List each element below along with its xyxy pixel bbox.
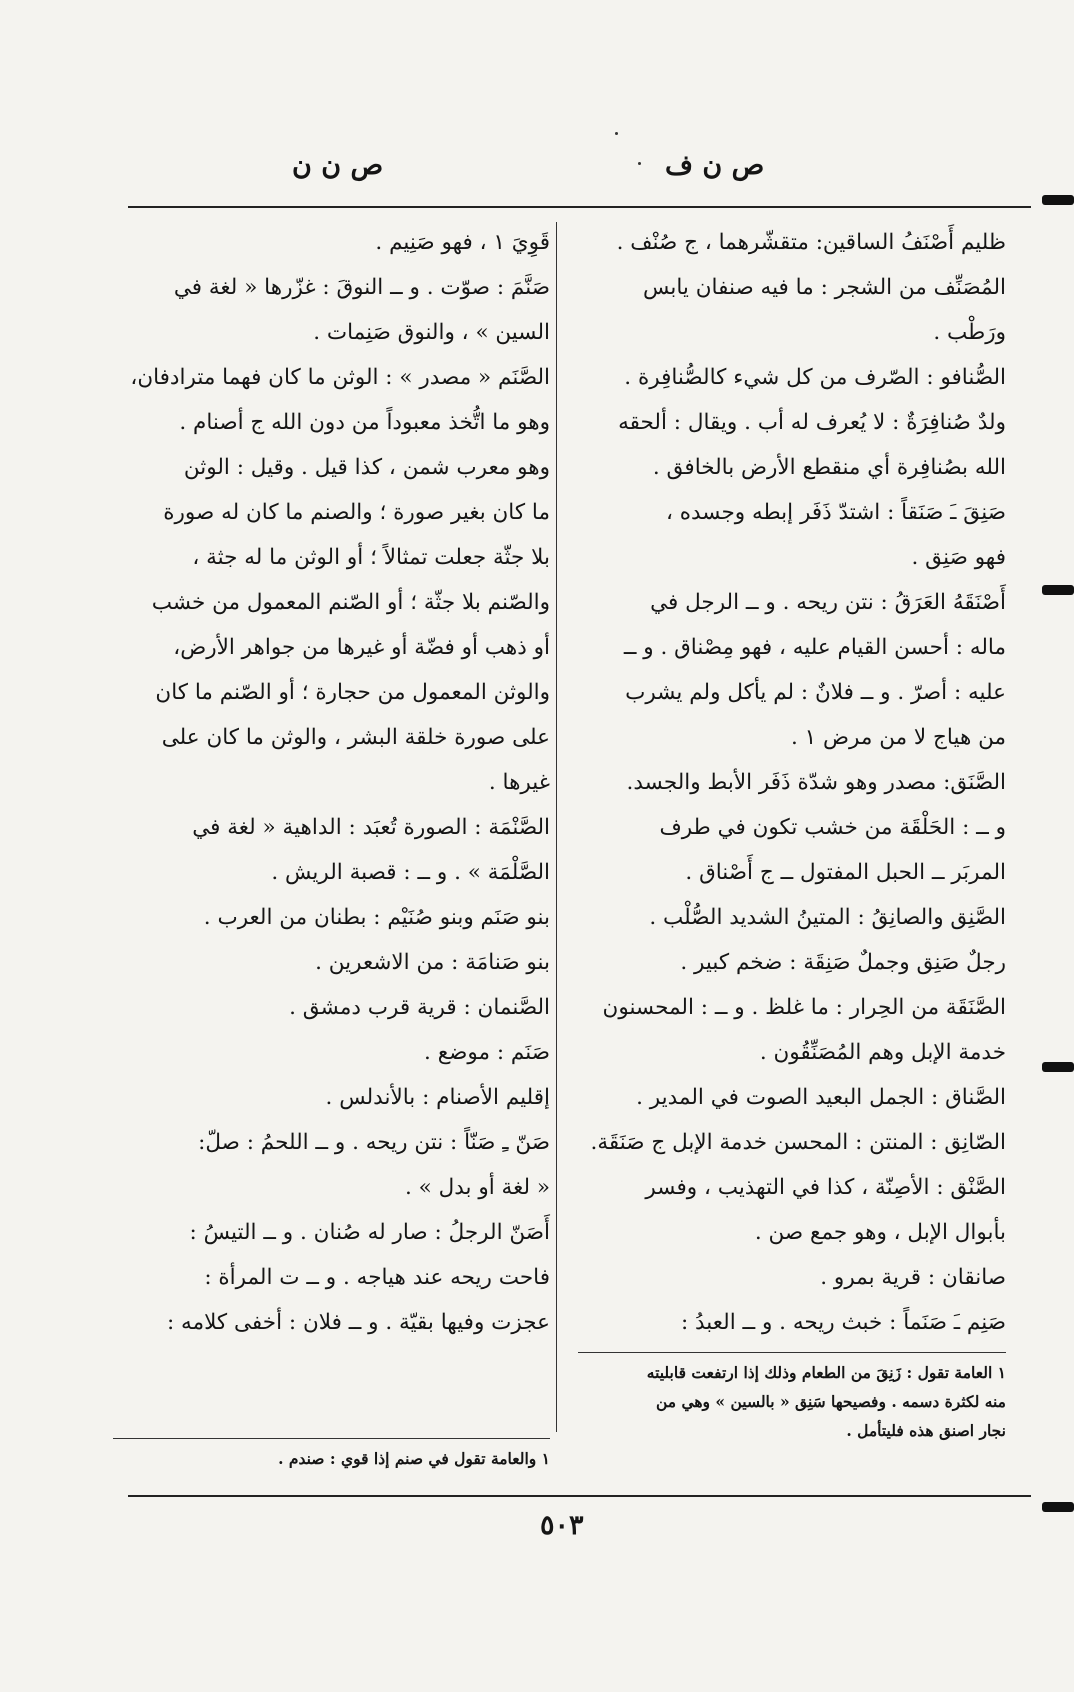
left-header-root: ص ن ن: [292, 150, 384, 181]
entry-line: الصَّنِق والصانِقُ : المتينُ الشديد الصُّلْب .: [649, 905, 1006, 930]
entry-line: صَنِقَ ـَ صَنَقاً : اشتدّ ذَفَر إبطه وجسده ،: [665, 500, 1006, 525]
entry-line: الصَّنمان : قرية قرب دمشق .: [289, 995, 550, 1020]
entry-line: عليه : أصرّ . و ــ فلانٌ : لم يأكل ولم يشرب: [625, 680, 1006, 705]
entry-line: بنو صَنَم وبنو صُنَيْم : بطنان من العرب .: [203, 905, 550, 930]
entry-line: فاحت ريحه عند هياجه . و ــ ت المرأة :: [204, 1265, 550, 1290]
left-footnote: [113, 1444, 550, 1473]
entry-line: ولدٌ صُنافِرَةٌ : لا يُعرف له أب . ويقال : ألحقه: [618, 410, 1006, 435]
entry-line: ورَطْب .: [933, 320, 1006, 345]
entry-line: بلا جثّة جعلت تمثالاً ؛ أو الوثن ما له جثة ،: [192, 545, 550, 570]
entry-line: من هياج لا من مرض ١ .: [790, 725, 1006, 750]
entry-line: صَنَّمَ : صوّت . و ــ النوقَ : غزّرها « لغة في: [173, 275, 550, 300]
bottom-rule: [128, 1495, 1031, 1497]
entry-line: الصَّنْق : الأصِنّة ، كذا في التهذيب ، وفسر: [645, 1175, 1006, 1200]
entry-line: الصُّنافو : الصّرف من كل شيء كالصُّنافِرة .: [624, 365, 1006, 390]
entry-line: ماله : أحسن القيام عليه ، فهو مِصْناق . و ــ: [623, 635, 1006, 660]
entry-line: وهو ما اتُّخذ معبوداً من دون الله ج أصنام .: [179, 410, 550, 435]
entry-line: ظليم أَصْنَفُ الساقين: متقشّرهما ، ج صُنْف .: [616, 230, 1006, 255]
entry-line: ما كان بغير صورة ؛ والصنم ما كان له صورة: [163, 500, 550, 525]
entry-line: الله بصُنافِرة أي منقطع الأرض بالخافق .: [652, 455, 1006, 480]
top-rule: [128, 206, 1031, 208]
entry-line: أو ذهب أو فضّة أو غيرها من جواهر الأرض،: [173, 635, 550, 660]
left-column: [113, 220, 550, 1345]
entry-line: بأبوال الإبل ، وهو جمع صن .: [754, 1220, 1006, 1245]
entry-line: على صورة خلقة البشر ، والوثن ما كان على: [161, 725, 550, 750]
entry-line: الصَّناق : الجمل البعيد الصوت في المدير .: [636, 1085, 1006, 1110]
footnote-line: ١ العامة تقول : زَنِقَ من الطعام وذلك إذا ارتفعت قابليته: [646, 1363, 1006, 1382]
entry-line: غيرها .: [488, 770, 550, 795]
scan-speck: [615, 132, 618, 135]
right-footnote-rule: [578, 1352, 1006, 1353]
entry-line: رجلٌ صَنِق وجملٌ صَنِقَة : ضخم كبير .: [680, 950, 1006, 975]
page-number: ٥٠٣: [540, 1510, 584, 1541]
entry-line: صَنِم ـَ صَنَماً : خبث ريحه . و ــ العبدُ :: [680, 1310, 1006, 1335]
entry-line: الصَّلْمَة » . و ــ : قصبة الريش .: [271, 860, 550, 885]
entry-line: السين » ، والنوق صَنِمات .: [313, 320, 550, 345]
entry-line: عجزت وفيها بقيّة . و ــ فلان : أخفى كلامه :: [166, 1310, 550, 1335]
right-column: [578, 220, 1006, 1345]
right-header-root: ص ن ف: [665, 150, 765, 181]
scan-speck: [638, 162, 641, 165]
entry-line: خدمة الإبل وهم المُصَنِّقُون .: [759, 1040, 1006, 1065]
scan-edge-mark: [1042, 1062, 1074, 1072]
footnote-line: نجار اصنق هذه فليتأمل .: [846, 1421, 1006, 1440]
scan-edge-mark: [1042, 195, 1074, 205]
entry-line: المربَر ــ الحبل المفتول ــ ج أَصْناق .: [685, 860, 1006, 885]
entry-line: الصَّنَم « مصدر » : الوثن ما كان فهما مترادفان،: [130, 365, 550, 390]
scan-edge-mark: [1042, 1502, 1074, 1512]
entry-line: وهو معرب شمن ، كذا قيل . وقيل : الوثن: [183, 455, 550, 480]
entry-line: الصَّنَقَة من الحِرار : ما غلظ . و ــ : المحسنون: [602, 995, 1006, 1020]
column-divider: [556, 222, 557, 1432]
entry-line: المُصَنِّف من الشجر : ما فيه صنفان يابس: [642, 275, 1006, 300]
entry-line: إقليم الأصنام : بالأندلس .: [325, 1085, 550, 1110]
entry-line: صَنّ ـِ صَنّاً : نتن ريحه . و ــ اللحمُ : صلّ:: [198, 1130, 550, 1155]
entry-line: قَوِيَ ١ ، فهو صَنِيم .: [375, 230, 550, 255]
entry-line: صَنَم : موضع .: [424, 1040, 550, 1065]
entry-line: صانقان : قرية بمرو .: [820, 1265, 1006, 1290]
footnote-line: منه لكثرة دسمه . وفصيحها سَنِق « بالسين » وهي من: [655, 1392, 1006, 1411]
entry-line: أَصْنَقَهُ العَرَقُ : نتن ريحه . و ــ الرجل في: [650, 590, 1006, 615]
right-footnote: [578, 1358, 1006, 1445]
left-footnote-rule: [113, 1438, 550, 1439]
scan-edge-mark: [1042, 585, 1074, 595]
entry-line: بنو صَنامَة : من الاشعرين .: [315, 950, 550, 975]
entry-line: الصّانِق : المنتن : المحسن خدمة الإبل ج صَنَقَة.: [590, 1130, 1006, 1155]
entry-line: الصَّنَق: مصدر وهو شدّة ذَفَر الأبط والجسد.: [626, 770, 1006, 795]
entry-line: فهو صَنِق .: [911, 545, 1006, 570]
entry-line: والصّنم بلا جثّة ؛ أو الصّنم المعمول من خشب: [151, 590, 550, 615]
entry-line: أَصَنّ الرجلُ : صار له صُنان . و ــ التيسُ :: [189, 1220, 550, 1245]
footnote-line: ١ والعامة تقول في صنم إذا قوي : صندم .: [278, 1449, 550, 1468]
entry-line: و ــ : الحَلْقَة من خشب تكون في طرف: [659, 815, 1006, 840]
entry-line: « لغة أو بدل » .: [404, 1175, 550, 1200]
entry-line: والوثن المعمول من حجارة ؛ أو الصّنم ما كان: [155, 680, 550, 705]
entry-line: الصَّنْمَة : الصورة تُعبَد : الداهية « لغة في: [192, 815, 550, 840]
